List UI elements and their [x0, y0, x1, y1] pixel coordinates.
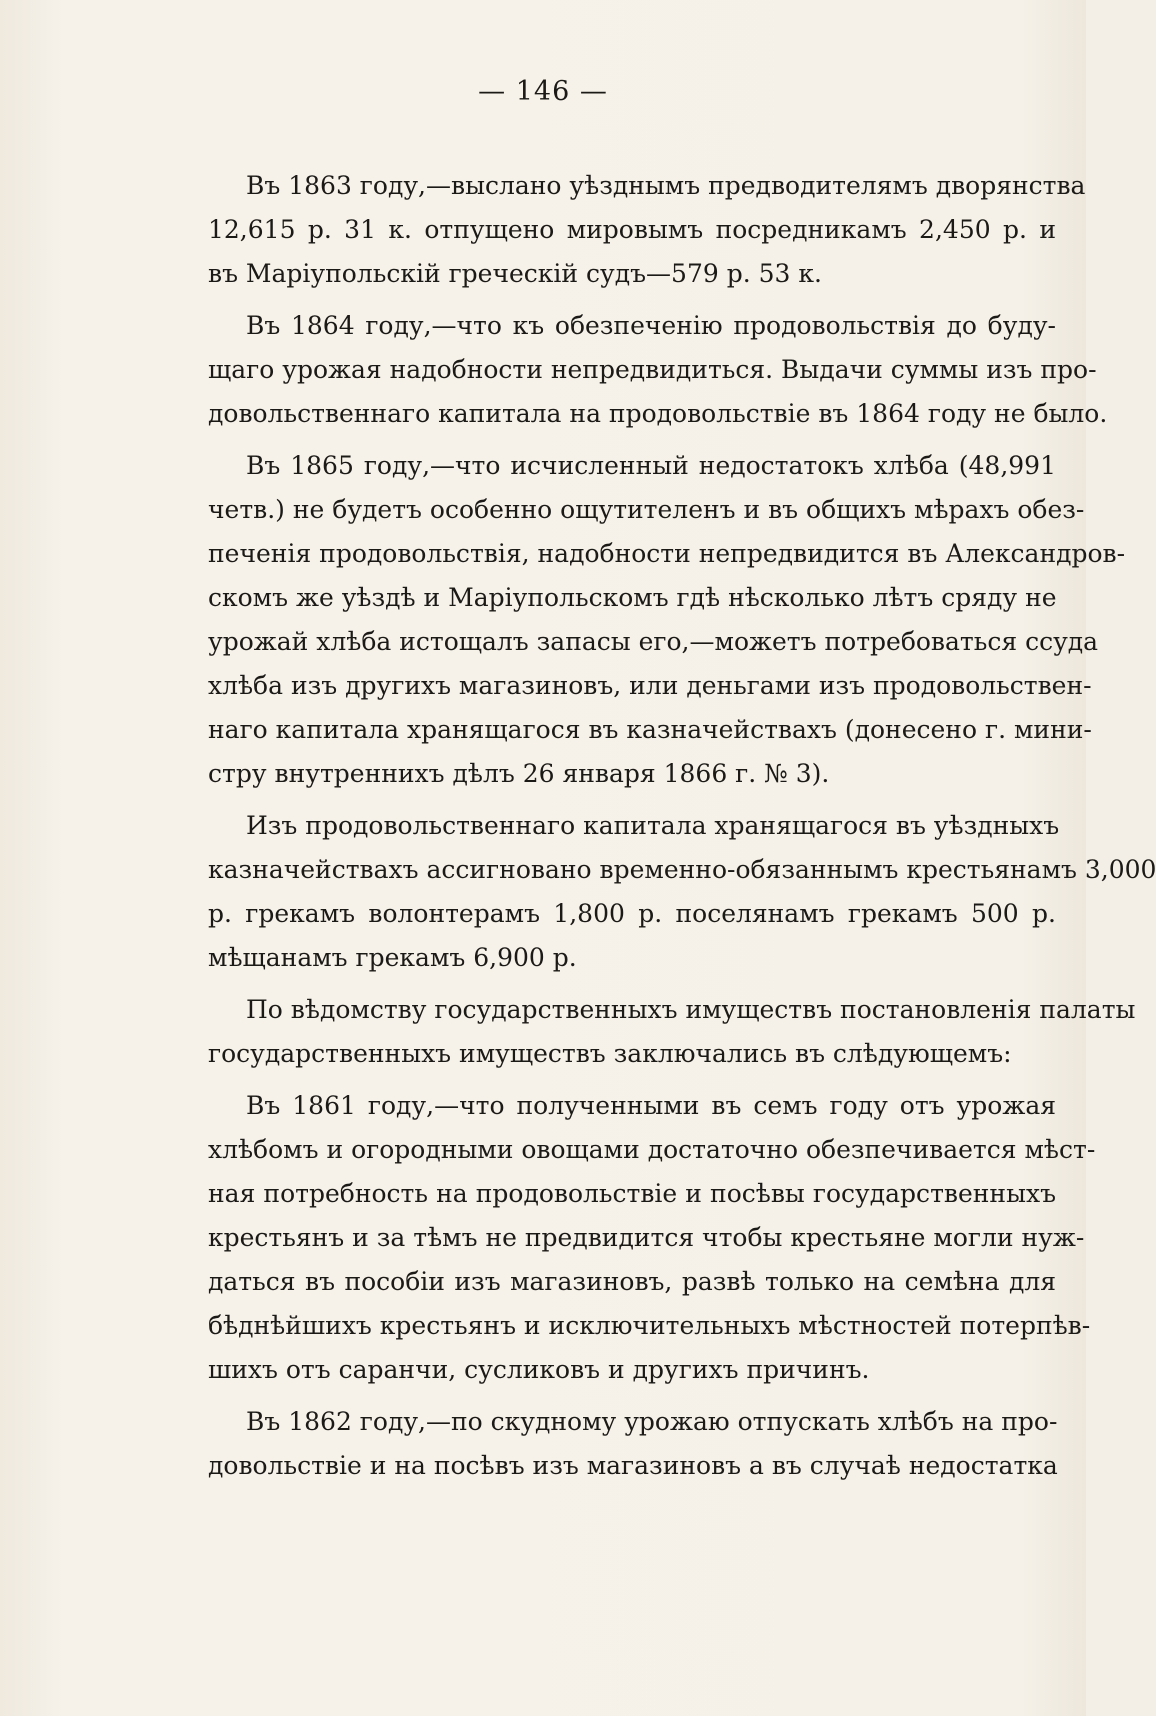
text-line: 12,615 р. 31 к. отпущено мировымъ посредникамъ 2,450 р. и [208, 215, 1056, 244]
text-line: хлѣба изъ другихъ магазиновъ, или деньгами изъ продовольствен- [208, 671, 1092, 700]
text-line: Въ 1865 году,—что исчисленный недостатокъ хлѣба (48,991 [246, 451, 1056, 480]
text-line: довольствіе и на посѣвъ изъ магазиновъ а въ случаѣ недостатка [208, 1451, 1058, 1480]
text-line: хлѣбомъ и огородными овощами достаточно обезпечивается мѣст- [208, 1135, 1096, 1164]
text-line: щаго урожая надобности непредвидиться. Выдачи суммы изъ про- [208, 355, 1097, 384]
paragraph-state-property [208, 988, 1136, 1076]
paragraph-1863 [208, 164, 1086, 296]
text-line: Изъ продовольственнаго капитала хранящагося въ уѣздныхъ [246, 811, 1060, 840]
text-line: четв.) не будетъ особенно ощутителенъ и въ общихъ мѣрахъ обез- [208, 495, 1085, 524]
text-line: Въ 1864 году,—что къ обезпеченію продовольствія до буду- [246, 311, 1056, 340]
text-line: скомъ же уѣздѣ и Маріупольскомъ гдѣ нѣсколько лѣтъ сряду не [208, 583, 1057, 612]
paragraph-1864 [208, 304, 1108, 436]
text-line: р. грекамъ волонтерамъ 1,800 р. поселянамъ грекамъ 500 р. [208, 899, 1056, 928]
text-line: государственныхъ имуществъ заключались въ слѣдующемъ: [208, 1039, 1012, 1068]
paragraph-1861 [208, 1084, 1096, 1392]
text-line: бѣднѣйшихъ крестьянъ и исключительныхъ мѣстностей потерпѣв- [208, 1311, 1091, 1340]
text-line: ная потребность на продовольствіе и посѣвы государственныхъ [208, 1179, 1056, 1208]
paragraph-1865 [208, 444, 1126, 796]
text-line: Въ 1861 году,—что полученными въ семъ году отъ урожая [246, 1091, 1056, 1120]
text-line: мѣщанамъ грекамъ 6,900 р. [208, 943, 577, 972]
text-line: крестьянъ и за тѣмъ не предвидится чтобы крестьяне могли нуж- [208, 1223, 1085, 1252]
text-line: въ Маріупольскій греческій судъ—579 р. 53 к. [208, 259, 822, 288]
text-line: печенія продовольствія, надобности непредвидится въ Александров- [208, 539, 1126, 568]
text-line: шихъ отъ саранчи, сусликовъ и другихъ причинъ. [208, 1355, 870, 1384]
body-text [208, 164, 1156, 1496]
text-line: даться въ пособіи изъ магазиновъ, развѣ только на семѣна для [208, 1267, 1056, 1296]
text-line: казначействахъ ассигновано временно-обязаннымъ крестьянамъ 3,000 [208, 855, 1156, 884]
text-line: довольственнаго капитала на продовольствіе въ 1864 году не было. [208, 399, 1108, 428]
paragraph-1862 [208, 1400, 1056, 1488]
page-number: — 146 — [478, 76, 608, 107]
text-line: урожай хлѣба истощалъ запасы его,—можетъ потребоваться ссуда [208, 627, 1099, 656]
text-line: стру внутреннихъ дѣлъ 26 января 1866 г. № 3). [208, 759, 830, 788]
text-line: Въ 1862 году,—по скудному урожаю отпускать хлѣбъ на про- [246, 1407, 1058, 1436]
text-line: По вѣдомству государственныхъ имуществъ постановленія палаты [246, 995, 1136, 1024]
text-line: наго капитала хранящагося въ казначействахъ (донесено г. мини- [208, 715, 1092, 744]
paragraph-capital-allocation [208, 804, 1156, 980]
text-line: Въ 1863 году,—выслано уѣзднымъ предводителямъ дворянства [246, 171, 1086, 200]
